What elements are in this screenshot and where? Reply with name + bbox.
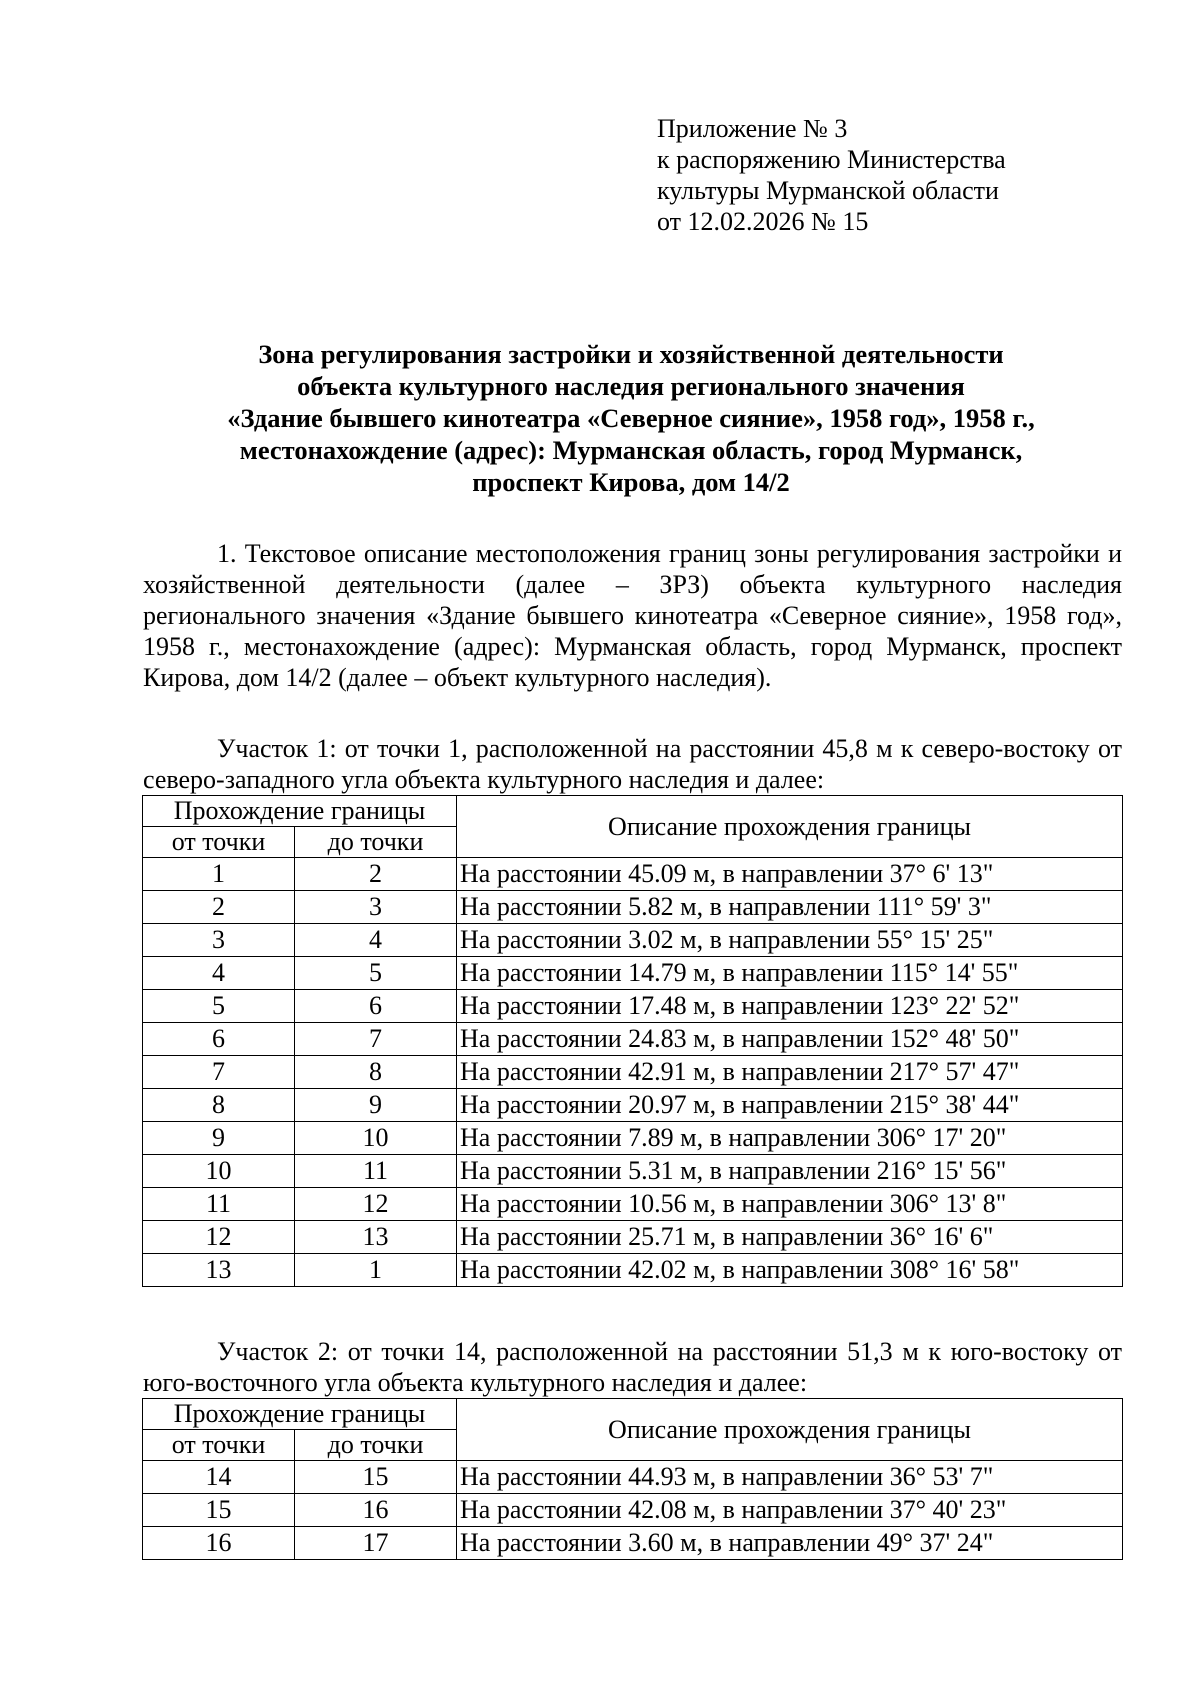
to-point-cell: 15 (295, 1461, 457, 1494)
description-cell: На расстоянии 45.09 м, в направлении 37° 6' 13" (457, 858, 1123, 891)
from-point-cell: 7 (143, 1056, 295, 1089)
table-row (143, 924, 1123, 957)
table-row (143, 1494, 1123, 1527)
from-point-cell: 11 (143, 1188, 295, 1221)
table-row (143, 1221, 1123, 1254)
table-row (143, 990, 1123, 1023)
title-line: Зона регулирования застройки и хозяйственной деятельности (258, 339, 1004, 369)
table-row (143, 858, 1123, 891)
from-point-cell: 4 (143, 957, 295, 990)
to-point-cell: 1 (295, 1254, 457, 1287)
description-cell: На расстоянии 5.82 м, в направлении 111° 59' 3" (457, 891, 1123, 924)
boundary-table-section-1 (142, 795, 1123, 1287)
description-cell: На расстоянии 3.60 м, в направлении 49° 37' 24" (457, 1527, 1123, 1560)
from-point-header: от точки (143, 827, 295, 858)
description-cell: На расстоянии 42.91 м, в направлении 217° 57' 47" (457, 1056, 1123, 1089)
description-paragraph: 1. Текстовое описание местоположения границ зоны регулирования застройки и хозяйственной деятельности (далее – ЗРЗ) объекта культурного наследия регионального значения «Здание бывшего кинотеатра «Северное сияние», 1958 год», 1958 г., местонахождение (адрес): Мурманская область, город Мурманск, проспект Кирова, дом 14/2 (далее – объект культурного наследия). (143, 539, 1122, 692)
from-point-cell: 15 (143, 1494, 295, 1527)
to-point-cell: 17 (295, 1527, 457, 1560)
description-cell: На расстоянии 24.83 м, в направлении 152° 48' 50" (457, 1023, 1123, 1056)
from-point-cell: 9 (143, 1122, 295, 1155)
to-point-cell: 16 (295, 1494, 457, 1527)
annex-line: к распоряжению Министерства (657, 145, 1006, 174)
title-line: местонахождение (адрес): Мурманская область, город Мурманск, (239, 435, 1023, 465)
from-point-cell: 16 (143, 1527, 295, 1560)
description-cell: На расстоянии 42.02 м, в направлении 308° 16' 58" (457, 1254, 1123, 1287)
to-point-header: до точки (295, 827, 457, 858)
table-row (143, 1155, 1123, 1188)
description-cell: На расстоянии 44.93 м, в направлении 36° 53' 7" (457, 1461, 1123, 1494)
section-2-intro: Участок 2: от точки 14, расположенной на расстоянии 51,3 м к юго-востоку от юго-восточного угла объекта культурного наследия и далее: (143, 1337, 1122, 1397)
table-row (143, 1461, 1123, 1494)
annex-line: от 12.02.2026 № 15 (657, 207, 869, 236)
table-row (143, 1089, 1123, 1122)
table-row (143, 1254, 1123, 1287)
to-point-cell: 2 (295, 858, 457, 891)
annex-line: культуры Мурманской области (657, 176, 999, 205)
section-1-intro: Участок 1: от точки 1, расположенной на расстоянии 45,8 м к северо-востоку от северо-западного угла объекта культурного наследия и далее: (143, 734, 1122, 794)
to-point-header: до точки (295, 1430, 457, 1461)
description-cell: На расстоянии 10.56 м, в направлении 306° 13' 8" (457, 1188, 1123, 1221)
boundary-table-section-2 (142, 1398, 1123, 1560)
table-row (143, 1056, 1123, 1089)
table-row (143, 957, 1123, 990)
from-point-cell: 3 (143, 924, 295, 957)
from-point-header: от точки (143, 1430, 295, 1461)
description-cell: На расстоянии 5.31 м, в направлении 216° 15' 56" (457, 1155, 1123, 1188)
table-row (143, 891, 1123, 924)
from-point-cell: 6 (143, 1023, 295, 1056)
to-point-cell: 13 (295, 1221, 457, 1254)
to-point-cell: 7 (295, 1023, 457, 1056)
annex-header (657, 113, 1006, 237)
passage-header: Прохождение границы (143, 796, 457, 827)
description-cell: На расстоянии 42.08 м, в направлении 37° 40' 23" (457, 1494, 1123, 1527)
from-point-cell: 12 (143, 1221, 295, 1254)
description-cell: На расстоянии 25.71 м, в направлении 36° 16' 6" (457, 1221, 1123, 1254)
title-line: объекта культурного наследия регионального значения (297, 371, 965, 401)
table-row (143, 1527, 1123, 1560)
table-row (143, 1023, 1123, 1056)
passage-header: Прохождение границы (143, 1399, 457, 1430)
from-point-cell: 13 (143, 1254, 295, 1287)
description-cell: На расстоянии 17.48 м, в направлении 123° 22' 52" (457, 990, 1123, 1023)
title-line: проспект Кирова, дом 14/2 (472, 467, 790, 497)
from-point-cell: 8 (143, 1089, 295, 1122)
to-point-cell: 3 (295, 891, 457, 924)
to-point-cell: 9 (295, 1089, 457, 1122)
from-point-cell: 2 (143, 891, 295, 924)
to-point-cell: 5 (295, 957, 457, 990)
from-point-cell: 14 (143, 1461, 295, 1494)
to-point-cell: 10 (295, 1122, 457, 1155)
to-point-cell: 4 (295, 924, 457, 957)
description-header: Описание прохождения границы (457, 796, 1123, 858)
description-cell: На расстоянии 7.89 м, в направлении 306° 17' 20" (457, 1122, 1123, 1155)
description-cell: На расстоянии 3.02 м, в направлении 55° 15' 25" (457, 924, 1123, 957)
description-cell: На расстоянии 14.79 м, в направлении 115° 14' 55" (457, 957, 1123, 990)
description-header: Описание прохождения границы (457, 1399, 1123, 1461)
from-point-cell: 10 (143, 1155, 295, 1188)
title-line: «Здание бывшего кинотеатра «Северное сияние», 1958 год», 1958 г., (227, 403, 1035, 433)
to-point-cell: 11 (295, 1155, 457, 1188)
to-point-cell: 8 (295, 1056, 457, 1089)
to-point-cell: 12 (295, 1188, 457, 1221)
from-point-cell: 1 (143, 858, 295, 891)
table-row (143, 1122, 1123, 1155)
document-title (140, 338, 1122, 498)
description-cell: На расстоянии 20.97 м, в направлении 215° 38' 44" (457, 1089, 1123, 1122)
table-row (143, 1188, 1123, 1221)
to-point-cell: 6 (295, 990, 457, 1023)
from-point-cell: 5 (143, 990, 295, 1023)
annex-line: Приложение № 3 (657, 114, 848, 143)
